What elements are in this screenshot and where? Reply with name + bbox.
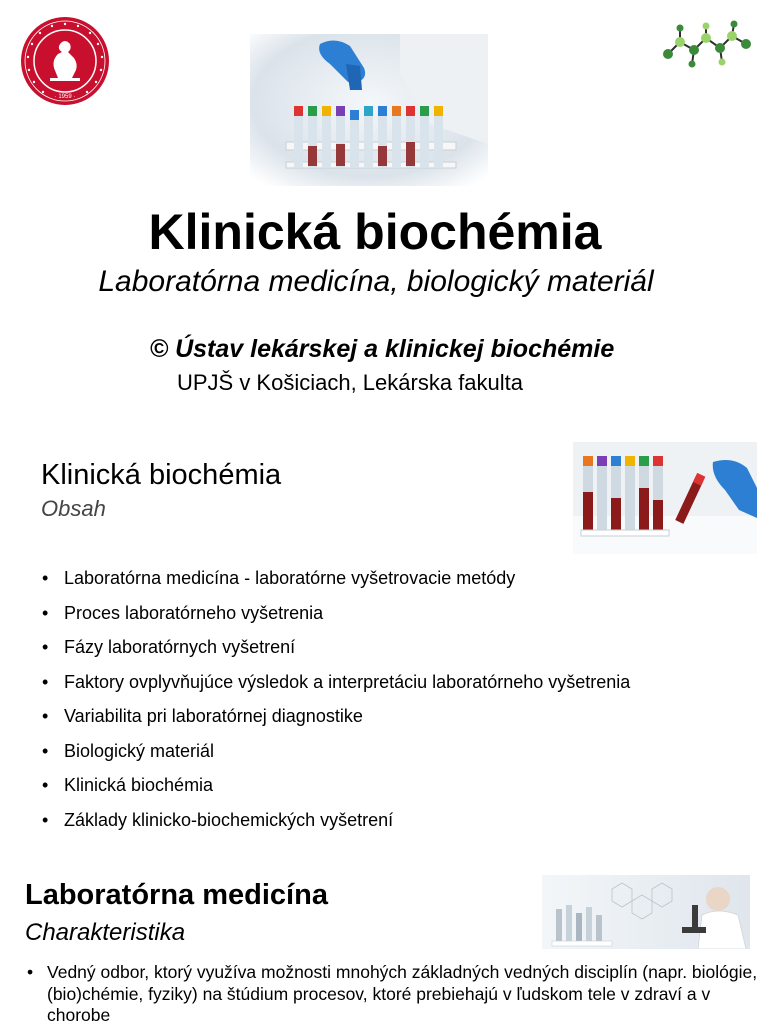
list-item: • Faktory ovplyvňujúce výsledok a interpretáciu laboratórneho vyšetrenia	[42, 665, 630, 700]
list-item: • Laboratórna medicína - laboratórne vyšetrovacie metódy	[42, 561, 630, 596]
molecule-icon	[662, 20, 754, 72]
svg-text:· 1959 ·: · 1959 ·	[54, 94, 76, 100]
list-item: • Variabilita pri laboratórnej diagnostike	[42, 699, 630, 734]
section-title: Laboratórna medicína	[25, 879, 328, 911]
list-item: • Fázy laboratórnych vyšetrení	[42, 630, 630, 665]
list-item: • Klinická biochémia	[42, 768, 630, 803]
slide-subtitle: Laboratórna medicína, biologický materiál	[98, 265, 654, 298]
list-item: • Biologický materiál	[42, 734, 630, 769]
contents-list	[42, 561, 630, 837]
microscope-lab-photo	[542, 875, 750, 949]
list-item: • Vedný odbor, ktorý využíva možnosti mnohých základných vedných disciplín (napr. biológie, (bio)chémie, fyziky) na štúdium procesov, ktoré prebiehajú v ľudskom tele v zdraví a v chorobe	[25, 962, 760, 1027]
institution-line: UPJŠ v Košiciach, Lekárska fakulta	[176, 370, 524, 395]
blood-tubes-photo	[573, 442, 757, 554]
contents-title: Klinická biochémia	[41, 459, 282, 491]
characteristics-list	[25, 962, 760, 1027]
section-subtitle: Charakteristika	[25, 919, 186, 946]
university-seal-icon	[20, 16, 110, 106]
contents-subtitle: Obsah	[41, 496, 106, 521]
copyright-line: © Ústav lekárskej a klinickej biochémie	[149, 335, 615, 363]
list-item: • Proces laboratórneho vyšetrenia	[42, 596, 630, 631]
slide-title: Klinická biochémia	[148, 204, 602, 260]
list-item: • Základy klinicko-biochemických vyšetrení	[42, 803, 630, 838]
lab-test-tubes-photo	[250, 34, 488, 186]
